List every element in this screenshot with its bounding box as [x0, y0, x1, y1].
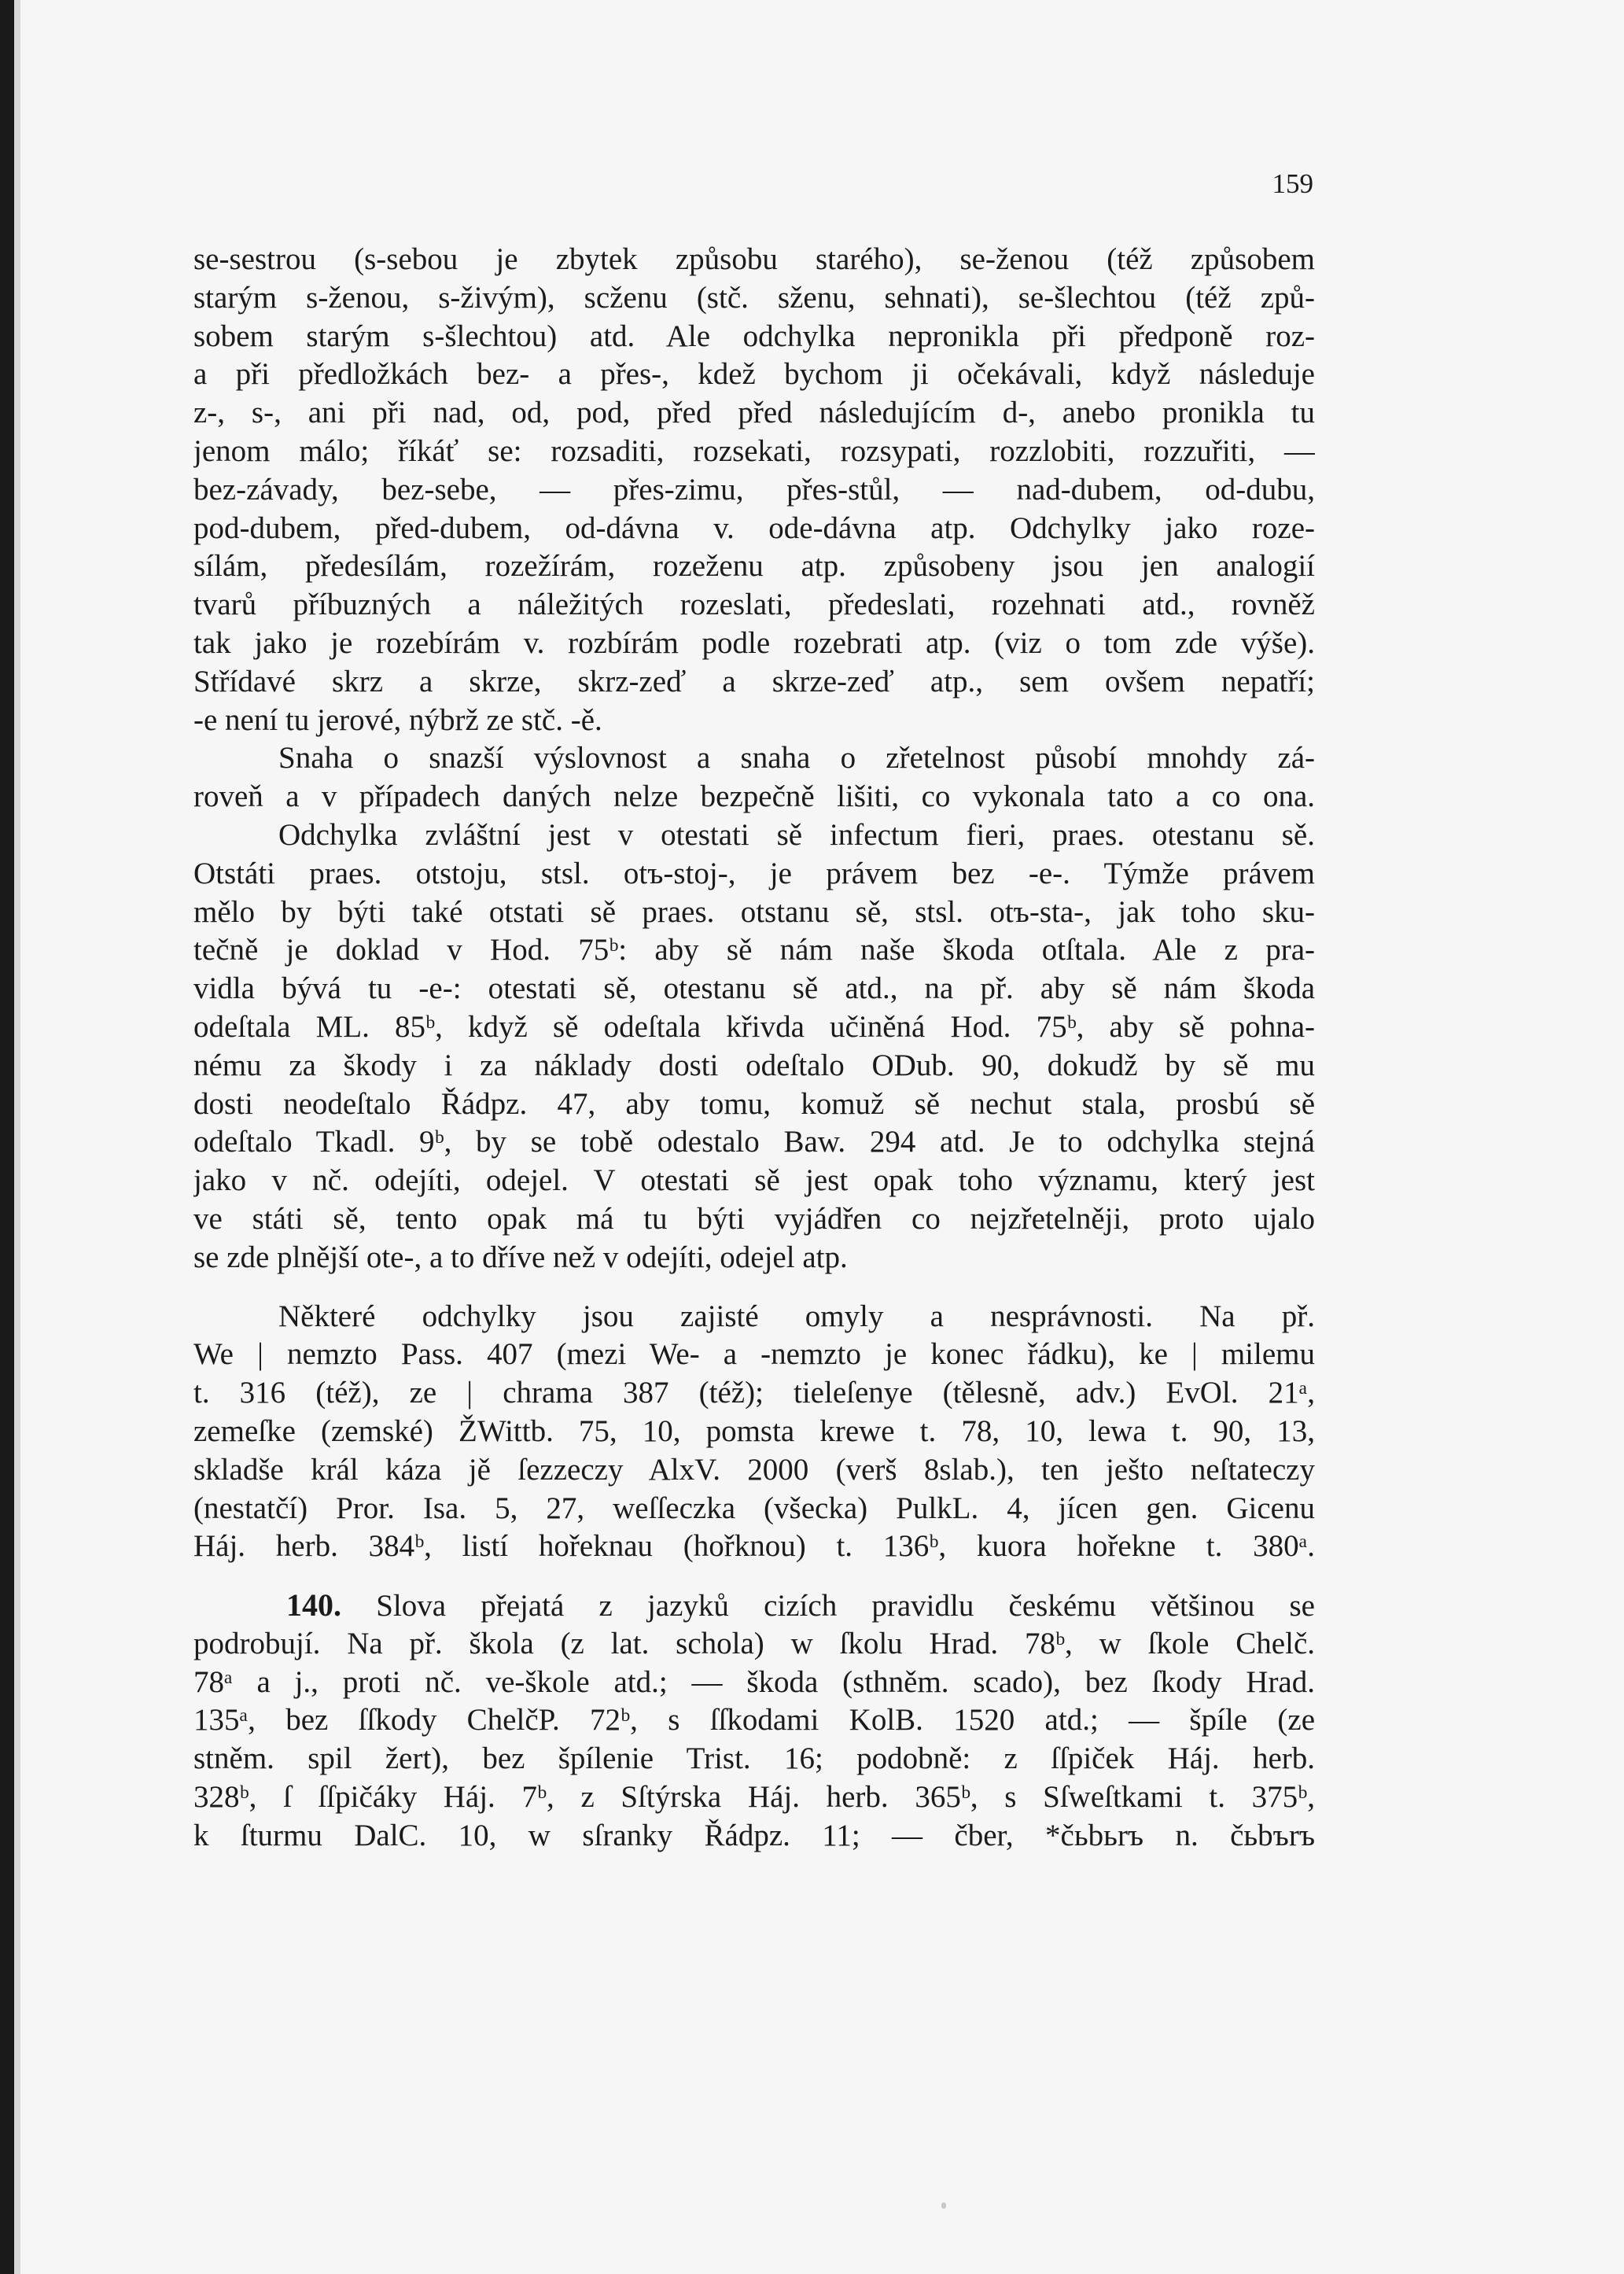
- text-line: tvarů příbuzných a náležitých rozeslati, předeslati, rozehnati atd., rovněž: [193, 588, 1315, 622]
- paper-speck: [941, 2202, 946, 2209]
- paragraph: [193, 241, 1315, 739]
- text-line: sílám, předesílám, rozežírám, rozeženu atp. způsobeny jsou jen analogií: [193, 549, 1315, 584]
- text-line: sobem starým s-šlechtou) atd. Ale odchylka nepronikla při předponě roz-: [193, 319, 1315, 353]
- page-number: 159: [1272, 168, 1313, 199]
- text-line: Odchylka zvláštní jest v otestati sě infectum fieri, praes. otestanu sě.: [278, 817, 1315, 852]
- text-line: 328ᵇ, ſ ſſpičáky Háj. 7ᵇ, z Sſtýrska Háj. herb. 365ᵇ, s Sſweſtkami t. 375ᵇ,: [193, 1780, 1315, 1815]
- text-line: nému za škody i za náklady dosti odeſtalo ODub. 90, dokudž by sě mu: [193, 1048, 1315, 1082]
- text-line: vidla bývá tu -e-: otestati sě, otestanu sě atd., na př. aby sě nám škoda: [193, 971, 1315, 1006]
- text-line: se-sestrou (s-sebou je zbytek způsobu starého), se-ženou (též způsobem: [193, 242, 1315, 276]
- text-line: 78ᵃ a j., proti nč. ve-škole atd.; — škoda (sthněm. scado), bez ſkody Hrad.: [193, 1664, 1315, 1699]
- section-paragraph: [193, 1587, 1315, 1856]
- text-line: a při předložkách bez- a přes-, kdež bychom ji očekávali, když následuje: [193, 357, 1315, 392]
- text-line: se zde plnější ote-, a to dříve než v odejíti, odejel atp.: [193, 1240, 848, 1274]
- text-line: odeſtala ML. 85ᵇ, když sě odeſtala křivda učiněná Hod. 75ᵇ, aby sě pohna-: [193, 1009, 1315, 1044]
- text-line: zemeſke (zemské) ŽWittb. 75, 10, pomsta krewe t. 78, 10, lewa t. 90, 13,: [193, 1413, 1315, 1448]
- text-line: jako v nč. odejíti, odejel. V otestati sě jest opak toho významu, který jest: [193, 1163, 1315, 1198]
- text-line: We | nemzto Pass. 407 (mezi We- a -nemzto je konec řádku), ke | milemu: [193, 1337, 1315, 1372]
- text-line: Otstáti praes. otstoju, stsl. otъ-stoj-, je právem bez -e-. Týmže právem: [193, 856, 1315, 890]
- text-line: skladše král káza jě ſezzeczy AlxV. 2000 (verš 8slab.), ten ješto neſtateczy: [193, 1452, 1315, 1487]
- paragraph: [193, 1298, 1315, 1567]
- body-text: [193, 241, 1315, 1856]
- paragraph: [193, 816, 1315, 1277]
- text-line: roveň a v případech daných nelze bezpečně lišiti, co vykonala tato a co ona.: [193, 779, 1315, 814]
- text-line: mělo by býti také otstati sě praes. otstanu sě, stsl. otъ-sta-, jak toho sku-: [193, 894, 1315, 929]
- text-line: odeſtalo Tkadl. 9ᵇ, by se tobě odestalo Baw. 294 atd. Je to odchylka stejná: [193, 1125, 1315, 1159]
- text-line: (nestatčí) Pror. Isa. 5, 27, weſſeczka (všecka) PulkL. 4, jícen gen. Gicenu: [193, 1491, 1315, 1525]
- text-line: Snaha o snazší výslovnost a snaha o zřetelnost působí mnohdy zá-: [278, 741, 1315, 776]
- text-line: k ſturmu DalC. 10, w sſranky Řádpz. 11; — čber, *čьbьrъ n. čьbъrъ: [193, 1818, 1315, 1852]
- text-line: ve státi sě, tento opak má tu býti vyjádřen co nejzřetelněji, proto ujalo: [193, 1201, 1315, 1236]
- section-number: 140.: [286, 1587, 341, 1623]
- text-line: jenom málo; říkáť se: rozsaditi, rozsekati, rozsypati, rozzlobiti, rozzuřiti, —: [193, 433, 1315, 468]
- text-line: bez-závady, bez-sebe, — přes-zimu, přes-stůl, — nad-dubem, od-dubu,: [193, 472, 1315, 507]
- text-line: Některé odchylky jsou zajisté omyly a nesprávnosti. Na př.: [278, 1299, 1315, 1333]
- text-line: stněm. spil žert), bez špílenie Trist. 16; podobně: z ſſpiček Háj. herb.: [193, 1741, 1315, 1776]
- scan-edge-shadow: [14, 0, 20, 2274]
- text-line: [193, 1587, 1315, 1625]
- text-line: podrobují. Na př. škola (z lat. schola) w ſkolu Hrad. 78ᵇ, w ſkole Chelč.: [193, 1626, 1315, 1660]
- section-first-line: Slova přejatá z jazyků cizích pravidlu českému většinou se: [376, 1589, 1315, 1623]
- text-line: tečně je doklad v Hod. 75ᵇ: aby sě nám naše škoda otſtala. Ale z pra-: [193, 933, 1315, 967]
- text-line: Háj. herb. 384ᵇ, listí hořeknau (hořknou) t. 136ᵇ, kuora hořekne t. 380ᵃ.: [193, 1529, 1315, 1564]
- text-line: 135ᵃ, bez ſſkody ChelčP. 72ᵇ, s ſſkodami KolB. 1520 atd.; — špíle (ze: [193, 1703, 1315, 1738]
- text-line: t. 316 (též), ze | chrama 387 (též); tieleſenye (tělesně, adv.) EvOl. 21ᵃ,: [193, 1376, 1315, 1410]
- scan-edge-border: [0, 0, 14, 2274]
- paragraph: [193, 739, 1315, 816]
- text-line: dosti neodeſtalo Řádpz. 47, aby tomu, komuž sě nechut stala, prosbú sě: [193, 1086, 1315, 1121]
- text-line: z-, s-, ani při nad, od, pod, před před následujícím d-, anebo pronikla tu: [193, 396, 1315, 430]
- text-line: -e není tu jerové, nýbrž ze stč. -ě.: [193, 702, 602, 737]
- text-line: Střídavé skrz a skrze, skrz-zeď a skrze-zeď atp., sem ovšem nepatří;: [193, 664, 1315, 698]
- text-line: pod-dubem, před-dubem, od-dávna v. ode-dávna atp. Odchylky jako roze-: [193, 510, 1315, 545]
- text-line: starým s-ženou, s-živým), sсženu (stč. sženu, sehnati), se-šlechtou (též způ-: [193, 280, 1315, 315]
- text-line: tak jako je rozebírám v. rozbírám podle rozebrati atp. (viz o tom zde výše).: [193, 625, 1315, 660]
